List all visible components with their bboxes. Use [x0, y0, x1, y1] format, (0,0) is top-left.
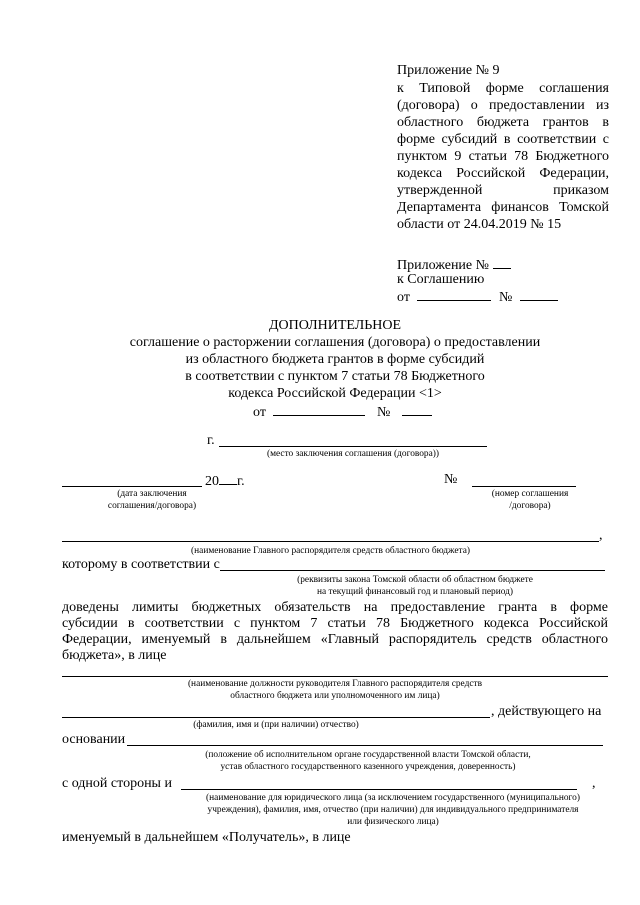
law-caption: на текущий финансовый год и плановый период): [316, 587, 514, 597]
comma: ,: [592, 776, 596, 791]
recipient-caption: учреждения), фамилия, имя, отчество (при наличии) для индивидуального предпринимателя: [207, 805, 579, 815]
place-blank[interactable]: [219, 446, 487, 447]
recipient-label: именуемый в дальнейшем «Получатель», в лице: [62, 830, 351, 845]
position-caption: областного бюджета или уполномоченного им лица): [230, 691, 440, 701]
fio-blank[interactable]: [62, 717, 490, 718]
paragraph-line: Федерации, именуемый в дальнейшем «Главный распорядитель средств областного: [62, 632, 608, 647]
recipient-name-blank[interactable]: [181, 789, 577, 790]
appendix-9-line: к Типовой форме соглашения: [397, 81, 609, 96]
date-caption: соглашения/договора): [107, 501, 197, 511]
position-caption: (наименование должности руководителя Главного распорядителя средств: [187, 679, 483, 689]
place-caption: (место заключения соглашения (договора)): [266, 449, 440, 459]
main-distributor-blank[interactable]: [62, 541, 599, 542]
to-whom-label: которому в соответствии с: [62, 557, 220, 572]
law-caption: (реквизиты закона Томской области об областном бюджете: [297, 575, 533, 585]
appendix-num-blank[interactable]: [520, 288, 558, 301]
appendix-9-line: Департамента финансов Томской: [397, 200, 609, 215]
comma: ,: [599, 528, 603, 543]
paragraph-line: доведены лимиты бюджетных обязательств на предоставление гранта в форме: [62, 600, 608, 615]
date-caption: (дата заключения: [117, 489, 187, 499]
one-side-label: с одной стороны и: [62, 776, 172, 791]
acting-label: , действующего на: [491, 704, 602, 719]
main-distributor-caption: (наименование Главного распорядителя средств областного бюджета): [191, 546, 470, 556]
appendix-9-line: (договора) о предоставлении из: [397, 98, 609, 113]
appendix-agreement-title: Приложение №: [397, 256, 511, 274]
basis-caption: устав областного государственного казенного учреждения, доверенность): [220, 762, 516, 772]
appendix-to-agreement: к Соглашению: [397, 272, 485, 287]
appendix-9-line: кодекса Российской Федерации,: [397, 166, 609, 181]
year-row: 20 г.: [205, 474, 245, 489]
appendix-9-line: областного бюджета грантов в: [397, 115, 609, 130]
heading-date-blank[interactable]: [273, 403, 365, 416]
heading-line: кодекса Российской Федерации <1>: [228, 386, 442, 401]
appendix-date-blank[interactable]: [417, 288, 491, 301]
heading-date-row: от №: [253, 403, 432, 421]
paragraph-line: субсидии в соответствии с пунктом 7 статьи 78 Бюджетного кодекса Российской: [62, 616, 608, 631]
basis-caption: (положение об исполнительном органе государственной власти Томской области,: [205, 750, 531, 760]
heading-line: в соответствии с пунктом 7 статьи 78 Бюджетного: [185, 369, 485, 384]
law-details-blank[interactable]: [220, 570, 605, 571]
recipient-caption: (наименование для юридического лица (за исключением государственного (муниципального): [206, 793, 580, 803]
heading-line: из областного бюджета грантов в форме субсидий: [185, 352, 485, 367]
num-caption: /договора): [509, 501, 551, 511]
appendix-9-title: Приложение № 9: [397, 63, 500, 78]
heading-line: соглашение о расторжении соглашения (договора) о предоставлении: [129, 335, 541, 350]
agreement-num-label: №: [444, 472, 458, 487]
heading-title: ДОПОЛНИТЕЛЬНОЕ: [268, 318, 402, 333]
fio-caption: (фамилия, имя и (при наличии) отчество): [193, 720, 359, 730]
appendix-9-line: области от 24.04.2019 № 15: [397, 217, 562, 232]
appendix-9-line: утвержденной приказом: [397, 183, 609, 198]
date-blank[interactable]: [62, 486, 202, 487]
appendix-number-blank[interactable]: [493, 256, 511, 269]
recipient-caption: или физического лица): [347, 817, 439, 827]
place-prefix: г.: [207, 433, 215, 448]
paragraph-line: бюджета», в лице: [62, 648, 167, 663]
appendix-9-line: форме субсидий в соответствии с: [397, 132, 609, 147]
position-blank[interactable]: [62, 676, 608, 677]
basis-blank[interactable]: [127, 745, 603, 746]
num-caption: (номер соглашения: [491, 489, 569, 499]
agreement-num-blank[interactable]: [472, 486, 576, 487]
appendix-agreement-date-row: от №: [397, 288, 558, 306]
basis-label: основании: [62, 732, 126, 747]
heading-num-blank[interactable]: [402, 403, 432, 416]
year-blank[interactable]: [219, 472, 237, 485]
appendix-9-line: пунктом 9 статьи 78 Бюджетного: [397, 149, 609, 164]
